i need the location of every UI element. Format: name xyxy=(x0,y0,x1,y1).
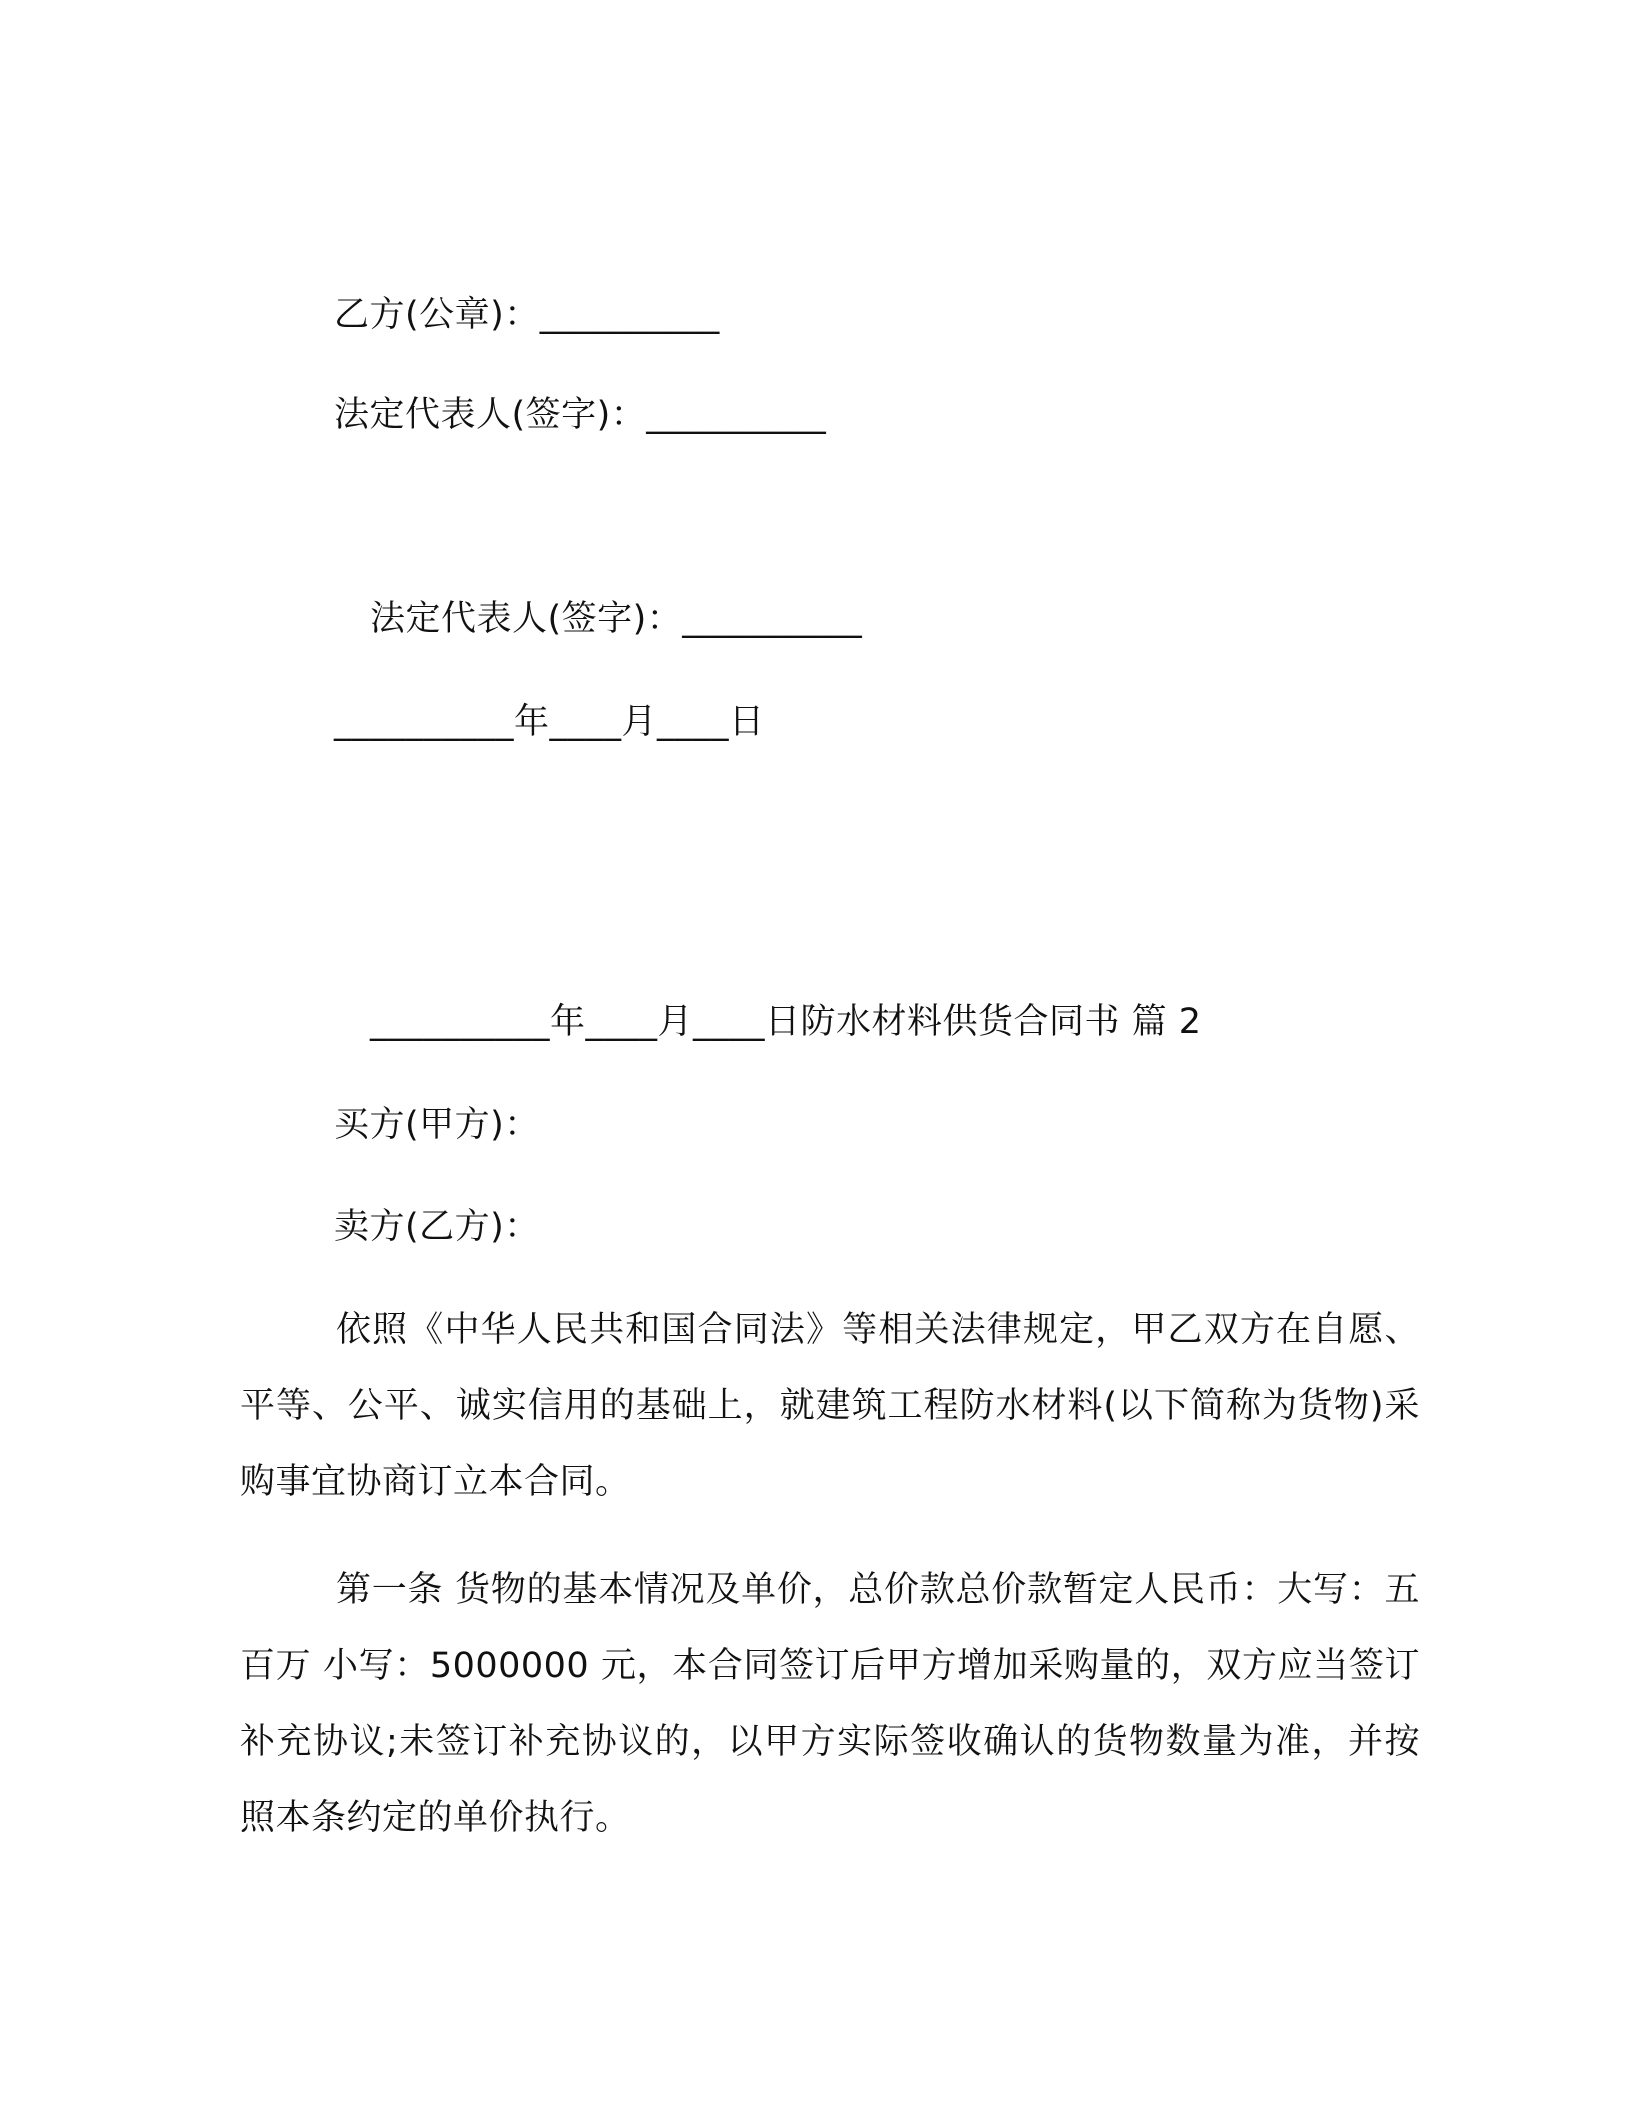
article-1-paragraph: 第一条 货物的基本情况及单价，总价款总价款暂定人民币：大写：五百万 小写：5000000 元，本合同签订后甲方增加采购量的，双方应当签订补充协议;未签订补充协议的，以甲方实际签收确认的货物数量为准，并按照本条约定的单价执行。 xyxy=(240,1570,1420,1838)
signature-date-line: __________年____月____日 xyxy=(334,702,765,742)
preamble-paragraph: 依照《中华人民共和国合同法》等相关法律规定，甲乙双方在自愿、平等、公平、诚实信用的基础上，就建筑工程防水材料(以下简称为货物)采购事宜协商订立本合同。 xyxy=(240,1310,1420,1502)
seller-label: 卖方(乙方)： xyxy=(334,1207,540,1247)
party-b-seal-line: 乙方(公章)：__________ xyxy=(334,295,720,335)
legal-rep-signature-line: 法定代表人(签字)：__________ xyxy=(370,599,863,639)
legal-rep-signature-line: 法定代表人(签字)：__________ xyxy=(334,395,827,435)
contract-title: __________年____月____日防水材料供货合同书 篇 2 xyxy=(370,1002,1202,1042)
buyer-label: 买方(甲方)： xyxy=(334,1105,540,1145)
